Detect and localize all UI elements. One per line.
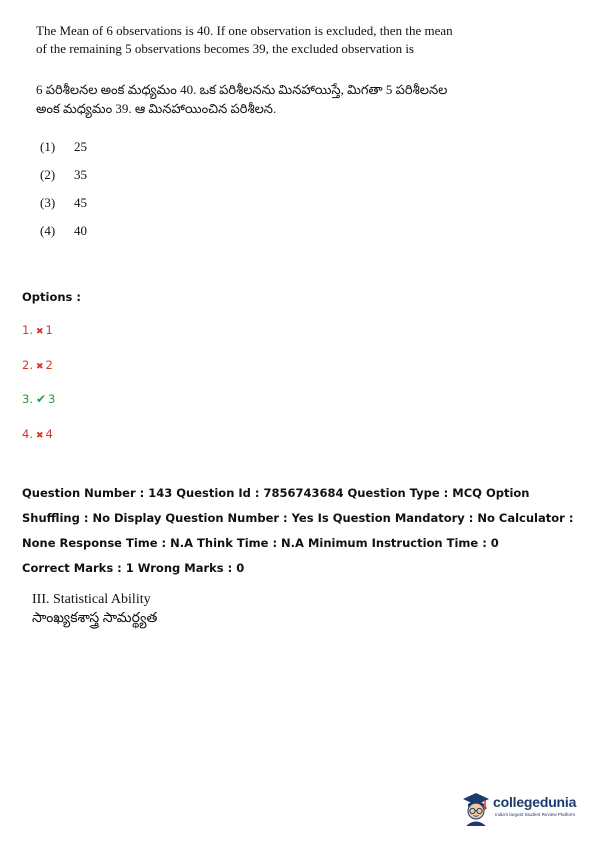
option-value: 4 [45, 426, 53, 441]
question-choice [40, 222, 87, 250]
option-item [22, 426, 55, 461]
choice-value: 45 [74, 195, 87, 210]
section-title-telugu: సాంఖ్యకశాస్త్ర సామర్థ్యత [32, 611, 158, 626]
logo-tagline: India's largest Student Review Platform [495, 812, 576, 817]
question-choices [40, 138, 87, 250]
option-value: 2 [45, 357, 53, 372]
question-metadata [22, 481, 578, 581]
cross-icon: ✖ [35, 327, 44, 337]
section-heading [32, 590, 157, 628]
options-heading: Options : [22, 290, 81, 304]
choice-value: 40 [74, 223, 87, 238]
choice-value: 35 [74, 167, 87, 182]
cross-icon: ✖ [35, 361, 44, 372]
option-number: 4. [22, 426, 33, 441]
option-number: 3. [22, 392, 33, 406]
option-number: 2. [22, 357, 33, 372]
cross-icon: ✖ [35, 430, 44, 441]
choice-number: (4) [40, 223, 56, 238]
option-value: 1 [45, 323, 53, 337]
choice-value: 25 [74, 139, 87, 154]
question-choice [40, 166, 87, 194]
question-text-english: The Mean of 6 observations is 40. If one observation is excluded, then the mean of the remaining 5 observations becomes 39, the excluded observation is [36, 23, 453, 56]
section-title-english: III. Statistical Ability [32, 592, 151, 607]
option-item [22, 322, 55, 357]
question-text-telugu: 6 పరిశీలనల అంక మధ్యమం 40. ఒక పరిశీలనను మినహాయిస్తే, మిగతా 5 పరిశీలనల అంక మధ్యమం 39. ఆ మినహాయించిన పరిశీలన. [36, 82, 448, 116]
option-item [22, 391, 55, 426]
student-mascot-icon [461, 790, 491, 826]
option-value: 3 [48, 392, 56, 406]
option-number: 1. [22, 323, 33, 337]
question-choice [40, 138, 87, 166]
choice-number: (1) [40, 139, 56, 154]
choice-number: (3) [40, 195, 56, 210]
metadata-details: Question Number : 143 Question Id : 7856743684 Question Type : MCQ Option Shuffling : No Display Question Number : Yes Is Question Mandatory : No Calculator : None Response Time : N.A Think Time : N.A Minimum Instruction Time : 0 [22, 486, 574, 550]
option-item [22, 357, 55, 392]
options-list [22, 322, 55, 460]
choice-number: (2) [40, 167, 56, 182]
question-choice [40, 194, 87, 222]
collegedunia-logo [461, 790, 586, 830]
metadata-marks: Correct Marks : 1 Wrong Marks : 0 [22, 561, 245, 575]
check-icon: ✔ [35, 392, 47, 406]
logo-brand-text: collegedunia [493, 794, 577, 810]
